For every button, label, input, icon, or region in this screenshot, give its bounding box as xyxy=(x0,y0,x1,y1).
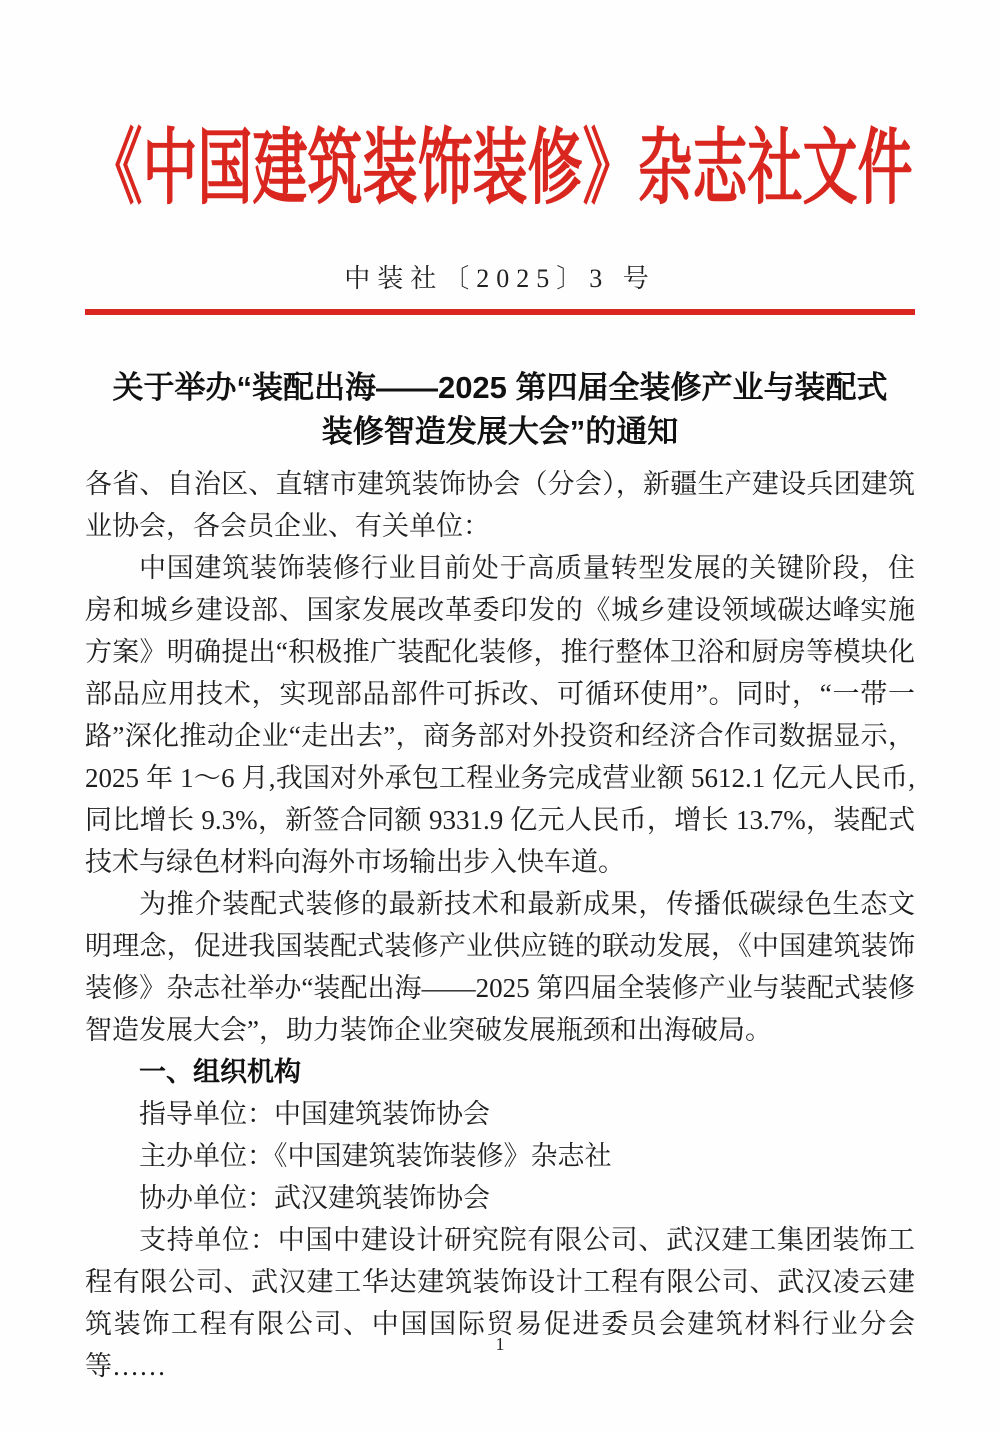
org-item-host-unit: 主办单位：《中国建筑装饰装修》杂志社 xyxy=(139,1141,612,1171)
purpose-paragraph: 为推介装配式装修的最新技术和最新成果，传播低碳绿色生态文明理念，促进我国装配式装修产业供应链的联动发展，《中国建筑装饰装修》杂志社举办“装配出海——2025 第四届全装修产业与装配式装修智造发展大会”，助力装饰企业突破发展瓶颈和出海破局。 xyxy=(85,889,915,1045)
page-number: 1 xyxy=(495,1334,505,1354)
notice-title-line-1: 关于举办“装配出海——2025 第四届全装修产业与装配式 xyxy=(112,370,888,405)
salutation-paragraph: 各省、自治区、直辖市建筑装饰协会（分会），新疆生产建设兵团建筑业协会，各会员企业、有关单位： xyxy=(85,469,915,541)
notice-body xyxy=(85,463,915,1387)
document-header-banner xyxy=(85,96,915,224)
document-number: 中装社〔2025〕3 号 xyxy=(344,264,656,293)
notice-title-line-2: 装修智造发展大会”的通知 xyxy=(321,414,679,449)
red-divider-line xyxy=(85,309,915,315)
org-item-guiding-unit: 指导单位：中国建筑装饰协会 xyxy=(139,1099,490,1129)
notice-title xyxy=(85,366,915,454)
org-item-co-organizer-unit: 协办单位：武汉建筑装饰协会 xyxy=(139,1183,490,1213)
header-banner-text: 《中国建筑装饰装修》杂志社文件 xyxy=(87,121,913,214)
industry-context-paragraph: 中国建筑装饰装修行业目前处于高质量转型发展的关键阶段，住房和城乡建设部、国家发展改革委印发的《城乡建设领域碳达峰实施方案》明确提出“积极推广装配化装修，推行整体卫浴和厨房等模块化部品应用技术，实现部品部件可拆改、可循环使用”。同时，“一带一路”深化推动企业“走出去”，商务部对外投资和经济合作司数据显示，2025 年 1～6 月,我国对外承包工程业务完成营业额 5612.1 亿元人民币,同比增长 9.3%，新签合同额 9331.9 亿元人民币，增长 13.7%，装配式技术与绿色材料向海外市场输出步入快车道。 xyxy=(85,553,915,877)
section-heading-organization: 一、组织机构 xyxy=(139,1057,301,1087)
support-units-paragraph: 支持单位：中国中建设计研究院有限公司、武汉建工集团装饰工程有限公司、武汉建工华达建筑装饰设计工程有限公司、武汉凌云建筑装饰工程有限公司、中国国际贸易促进委员会建筑材料行业分会等…… xyxy=(85,1225,915,1381)
